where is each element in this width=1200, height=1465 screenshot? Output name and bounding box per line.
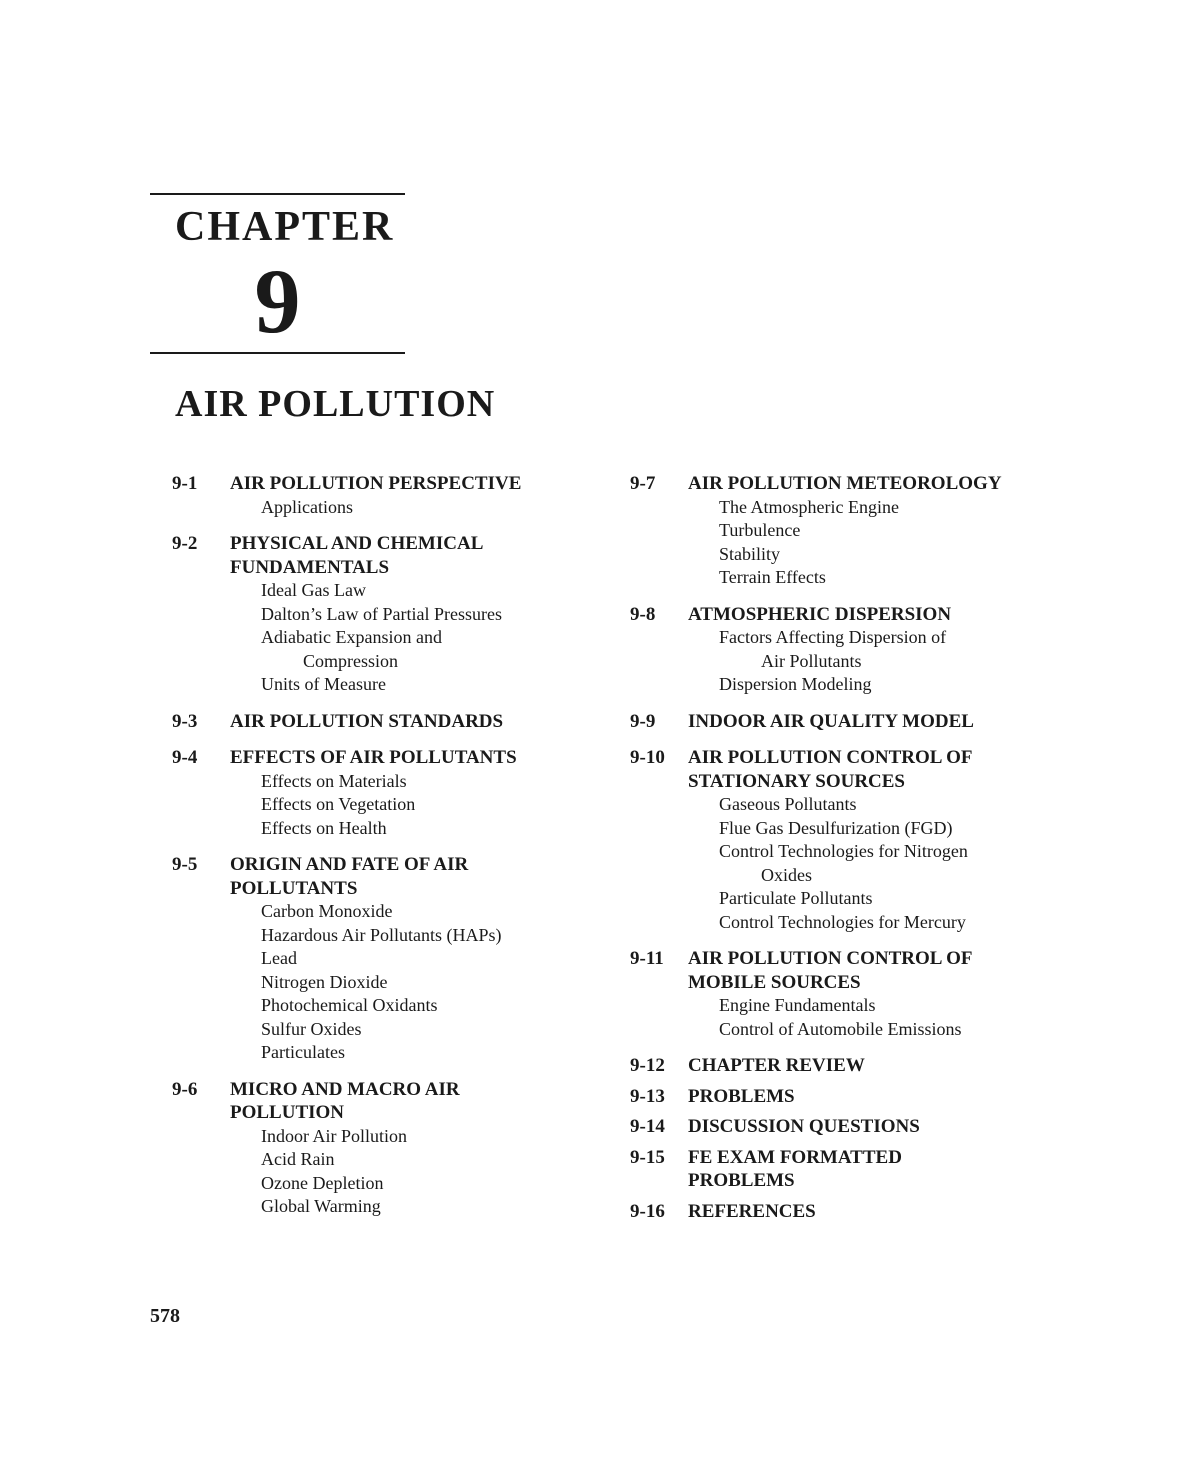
toc-subsection: Effects on Health: [261, 817, 387, 838]
section-number: 9-16: [630, 1200, 665, 1222]
toc-section-heading: [630, 472, 1080, 496]
toc-subsection: Engine Fundamentals: [719, 995, 876, 1015]
toc-subsection: Carbon Monoxide: [261, 901, 393, 921]
section-number: 9-6: [172, 1078, 198, 1100]
section-number: 9-7: [630, 473, 656, 494]
toc-subsection: Gaseous Pollutants: [719, 794, 857, 814]
toc-section: [630, 472, 1080, 590]
toc-section-heading: [630, 710, 1080, 734]
toc-section: [630, 947, 1080, 1041]
section-number: 9-13: [630, 1085, 665, 1107]
chapter-label: CHAPTER: [175, 204, 395, 250]
section-title: AIR POLLUTION CONTROL OF STATIONARY SOURCES: [688, 747, 973, 792]
toc-subsection: Effects on Vegetation: [261, 794, 416, 814]
toc-subsection: Adiabatic Expansion and: [261, 627, 442, 647]
section-number: 9-4: [172, 747, 198, 768]
section-number: 9-12: [630, 1055, 665, 1076]
toc-section-heading: [172, 710, 602, 734]
toc-section-heading: [630, 603, 1080, 627]
toc-subsection: Air Pollutants: [761, 650, 862, 671]
chapter-number: 9: [254, 250, 301, 352]
toc-section-heading: [630, 1054, 1080, 1078]
toc-section: [172, 472, 602, 519]
toc-section: [630, 746, 1080, 934]
toc-subsection: Indoor Air Pollution: [261, 1125, 408, 1146]
toc-section-heading: [172, 853, 602, 900]
toc-section: [172, 1078, 602, 1219]
toc-left-column: [172, 472, 602, 1232]
section-title: FE EXAM FORMATTED PROBLEMS: [688, 1146, 902, 1191]
toc-section: [630, 603, 1080, 697]
toc-subsection: Ozone Depletion: [261, 1172, 384, 1193]
section-number: 9-10: [630, 747, 665, 768]
toc-section: [630, 1115, 1080, 1139]
section-title: EFFECTS OF AIR POLLUTANTS: [230, 747, 517, 768]
toc-subsection: Global Warming: [261, 1196, 381, 1216]
chapter-bottom-rule: [150, 352, 405, 354]
toc-subsection: Lead: [261, 948, 297, 968]
toc-section: [172, 853, 602, 1065]
toc-section: [630, 1200, 1080, 1224]
section-title: AIR POLLUTION CONTROL OF MOBILE SOURCES: [688, 948, 973, 993]
section-title: MICRO AND MACRO AIR POLLUTION: [230, 1078, 460, 1123]
section-number: 9-3: [172, 710, 198, 732]
toc-section-heading: [172, 1078, 602, 1125]
toc-section-heading: [630, 947, 1080, 994]
section-title: CHAPTER REVIEW: [688, 1055, 865, 1076]
section-number: 9-1: [172, 473, 198, 494]
toc-section-heading: [172, 746, 602, 770]
section-number: 9-2: [172, 533, 198, 554]
toc-subsection: Flue Gas Desulfurization (FGD): [719, 817, 953, 838]
toc-section-heading: [630, 1146, 1080, 1193]
toc-subsection: Sulfur Oxides: [261, 1018, 362, 1039]
toc-section: [630, 1146, 1080, 1193]
toc-subsection: Terrain Effects: [719, 567, 826, 587]
toc-subsection: Stability: [719, 543, 781, 564]
toc-section: [172, 746, 602, 840]
toc-section-heading: [630, 1200, 1080, 1224]
section-title: PROBLEMS: [688, 1085, 795, 1107]
toc-subsection: Factors Affecting Dispersion of: [719, 627, 947, 647]
toc-subsection: Hazardous Air Pollutants (HAPs): [261, 924, 502, 945]
toc-subsection: Particulates: [261, 1042, 345, 1062]
section-title: AIR POLLUTION PERSPECTIVE: [230, 473, 522, 494]
section-title: AIR POLLUTION STANDARDS: [230, 710, 504, 732]
toc-subsection: The Atmospheric Engine: [719, 496, 899, 517]
toc-section-heading: [630, 746, 1080, 793]
section-number: 9-5: [172, 854, 198, 875]
section-title: DISCUSSION QUESTIONS: [688, 1116, 920, 1137]
toc-subsection: Ideal Gas Law: [261, 580, 366, 600]
toc-section-heading: [172, 532, 602, 579]
chapter-top-rule: [150, 193, 405, 195]
toc-subsection: Applications: [261, 496, 353, 517]
toc-subsection: Oxides: [761, 864, 812, 885]
toc-section: [172, 532, 602, 697]
section-number: 9-14: [630, 1116, 665, 1137]
toc-subsection: Nitrogen Dioxide: [261, 971, 388, 992]
toc-subsection: Photochemical Oxidants: [261, 995, 438, 1015]
page-number: 578: [150, 1305, 180, 1327]
section-title: REFERENCES: [688, 1200, 816, 1222]
toc-subsection: Control of Automobile Emissions: [719, 1018, 962, 1039]
toc-subsection: Effects on Materials: [261, 770, 407, 791]
section-title: AIR POLLUTION METEOROLOGY: [688, 473, 1002, 494]
toc-section-heading: [172, 472, 602, 496]
section-title: INDOOR AIR QUALITY MODEL: [688, 710, 974, 732]
section-number: 9-8: [630, 603, 656, 625]
section-number: 9-11: [630, 948, 664, 969]
toc-subsection: Dalton’s Law of Partial Pressures: [261, 603, 502, 624]
chapter-title: AIR POLLUTION: [175, 383, 496, 425]
toc-section-heading: [630, 1085, 1080, 1109]
toc-subsection: Compression: [303, 650, 399, 671]
toc-section-heading: [630, 1115, 1080, 1139]
toc-subsection: Particulate Pollutants: [719, 888, 873, 908]
section-title: ORIGIN AND FATE OF AIR POLLUTANTS: [230, 854, 469, 899]
toc-subsection: Control Technologies for Mercury: [719, 911, 966, 932]
toc-section: [630, 1054, 1080, 1078]
toc-section: [172, 710, 602, 734]
section-number: 9-15: [630, 1146, 665, 1168]
section-number: 9-9: [630, 710, 656, 732]
toc-section: [630, 1085, 1080, 1109]
toc-subsection: Turbulence: [719, 520, 801, 540]
toc-subsection: Acid Rain: [261, 1149, 335, 1169]
toc-subsection: Dispersion Modeling: [719, 674, 872, 694]
toc-subsection: Units of Measure: [261, 674, 386, 694]
section-title: ATMOSPHERIC DISPERSION: [688, 603, 952, 625]
toc-subsection: Control Technologies for Nitrogen: [719, 841, 968, 861]
section-title: PHYSICAL AND CHEMICAL FUNDAMENTALS: [230, 533, 484, 578]
toc-right-column: [630, 472, 1080, 1230]
toc-section: [630, 710, 1080, 734]
